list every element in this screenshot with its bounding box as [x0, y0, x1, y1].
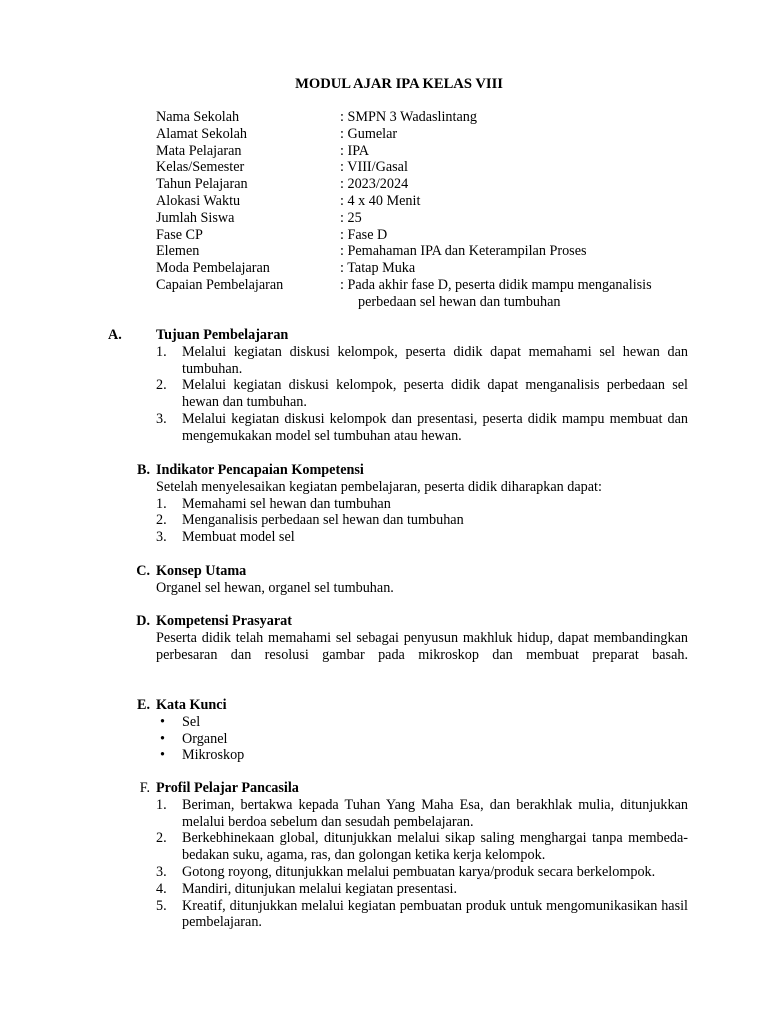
info-row: [156, 126, 696, 143]
info-value: : 4 x 40 Menit: [340, 192, 421, 209]
info-value: : 2023/2024: [340, 176, 409, 193]
list-text: Membuat model sel: [182, 529, 295, 546]
list-number: 1.: [156, 796, 167, 813]
list-text: Melalui kegiatan diskusi kelompok dan presentasi, peserta didik mampu membuat dan mengemukakan model sel tumbuhan atau hewan.: [182, 410, 688, 444]
list-number: 1.: [156, 495, 167, 512]
list-text: Organel: [182, 730, 228, 747]
section-letter: E.: [136, 697, 150, 713]
list-text: Sel: [182, 713, 201, 730]
list-item: [156, 411, 688, 445]
list-item: [156, 881, 688, 898]
list-item: [156, 512, 688, 529]
bullet-icon: •: [160, 747, 165, 764]
list-text: Melalui kegiatan diskusi kelompok, peserta didik dapat memahami sel hewan dan tumbuhan.: [182, 343, 688, 377]
list-item: [156, 496, 688, 513]
section-konsep-utama: [108, 563, 688, 597]
info-value: : Pada akhir fase D, peserta didik mampu menganalisis: [340, 276, 652, 293]
list-item: [156, 747, 688, 764]
list-text: Mikroskop: [182, 747, 245, 764]
list-text: Melalui kegiatan diskusi kelompok, peserta didik dapat menganalisis perbedaan sel hewan dan tumbuhan.: [182, 377, 688, 411]
list-text: Menganalisis perbedaan sel hewan dan tumbuhan: [182, 512, 464, 529]
info-row: [156, 227, 696, 244]
info-row: [156, 159, 696, 176]
section-letter: A.: [108, 327, 122, 343]
section-title: Indikator Pencapaian Kompetensi: [156, 462, 364, 478]
bullet-icon: •: [160, 730, 165, 747]
list-text: Beriman, bertakwa kepada Tuhan Yang Maha Esa, dan berakhlak mulia, ditunjukkan melalui berdoa sebelum dan sesudah pembelajaran.: [182, 796, 688, 830]
list-number: 2.: [156, 512, 167, 529]
info-label: Elemen: [156, 243, 200, 260]
section-heading: [108, 780, 688, 797]
list-item: [156, 529, 688, 546]
info-row: [156, 176, 696, 193]
list-item: [156, 797, 688, 831]
section-title: Kata Kunci: [156, 697, 227, 713]
section-kompetensi-prasyarat: [108, 613, 688, 663]
info-label: Capaian Pembelajaran: [156, 276, 284, 293]
section-heading: [108, 327, 688, 344]
list-text: Kreatif, ditunjukkan melalui kegiatan pembuatan produk untuk mengomunikasikan hasil pembelajaran.: [182, 897, 688, 931]
document-title: MODUL AJAR IPA KELAS VIII: [295, 76, 503, 92]
list-item: [156, 344, 688, 378]
section-text: Organel sel hewan, organel sel tumbuhan.: [156, 579, 394, 596]
section-title: Profil Pelajar Pancasila: [156, 780, 299, 796]
list-number: 5.: [156, 897, 167, 914]
info-value: : Gumelar: [340, 125, 398, 142]
info-row: [156, 277, 696, 294]
list-number: 3.: [156, 410, 167, 427]
info-row: [156, 243, 696, 260]
info-label: Kelas/Semester: [156, 159, 245, 176]
identity-table: [156, 109, 696, 311]
list-number: 3.: [156, 529, 167, 546]
info-value: : Tatap Muka: [340, 260, 416, 277]
section-heading: [108, 613, 688, 630]
info-label: Nama Sekolah: [156, 109, 240, 125]
section-letter: C.: [136, 563, 150, 579]
section-letter: D.: [136, 613, 150, 629]
list-number: 2.: [156, 830, 167, 847]
section-kata-kunci: [108, 697, 688, 764]
numbered-list: [108, 344, 688, 445]
list-item: [156, 377, 688, 411]
info-value: : VIII/Gasal: [340, 159, 408, 176]
info-value: : 25: [340, 209, 362, 226]
info-label: Mata Pelajaran: [156, 142, 242, 159]
section-intro: Setelah menyelesaikan kegiatan pembelajaran, peserta didik diharapkan dapat:: [156, 478, 602, 495]
info-value: : IPA: [340, 142, 370, 159]
section-heading: [108, 697, 688, 714]
section-heading: [108, 462, 688, 479]
info-continuation: perbedaan sel hewan dan tumbuhan: [358, 293, 561, 310]
list-number: 3.: [156, 863, 167, 880]
section-letter: F.: [139, 780, 150, 796]
info-value: : SMPN 3 Wadaslintang: [340, 109, 477, 125]
info-row: [156, 143, 696, 160]
list-text: Berkebhinekaan global, ditunjukkan melalui sikap saling menghargai tanpa membeda-bedakan suku, agama, ras, dan golongan ketika kerja kelompok.: [182, 830, 688, 864]
list-item: [156, 714, 688, 731]
list-item: [156, 898, 688, 932]
list-text: Memahami sel hewan dan tumbuhan: [182, 495, 391, 512]
info-label: Fase CP: [156, 226, 203, 243]
info-row: [156, 193, 696, 210]
section-paragraph: [108, 630, 688, 664]
section-letter: B.: [136, 462, 150, 478]
section-title: Kompetensi Prasyarat: [156, 613, 292, 629]
info-label: Alamat Sekolah: [156, 125, 248, 142]
bullet-icon: •: [160, 713, 165, 730]
section-title: Tujuan Pembelajaran: [156, 327, 289, 343]
list-text: Mandiri, ditunjukan melalui kegiatan presentasi.: [182, 880, 458, 897]
info-value: : Pemahaman IPA dan Keterampilan Proses: [340, 243, 587, 260]
list-item: [156, 830, 688, 864]
bullet-list: [108, 714, 688, 764]
info-label: Tahun Pelajaran: [156, 176, 248, 193]
section-heading: [108, 563, 688, 580]
paragraph-last-word: basah.: [652, 646, 689, 663]
list-text: Gotong royong, ditunjukkan melalui pembuatan karya/produk secara berkelompok.: [182, 863, 656, 880]
list-item: [156, 731, 688, 748]
list-number: 4.: [156, 880, 167, 897]
section-profil-pelajar-pancasila: [108, 780, 688, 931]
list-number: 1.: [156, 343, 167, 360]
numbered-list: [108, 797, 688, 931]
numbered-list: [108, 496, 688, 546]
paragraph-text: [156, 630, 688, 664]
section-title: Konsep Utama: [156, 563, 247, 579]
info-row: [156, 260, 696, 277]
info-label: Moda Pembelajaran: [156, 260, 270, 277]
list-item: [156, 864, 688, 881]
info-label: Jumlah Siswa: [156, 209, 235, 226]
section-indikator: [108, 462, 688, 546]
info-value: : Fase D: [340, 226, 388, 243]
info-label: Alokasi Waktu: [156, 192, 241, 209]
paragraph-body: Peserta didik telah memahami sel sebagai penyusun makhluk hidup, dapat membandingkan perbesaran dan resolusi gambar pada mikroskop dan membuat preparat: [156, 629, 688, 663]
section-tujuan-pembelajaran: [108, 327, 688, 445]
list-number: 2.: [156, 377, 167, 394]
info-row: [156, 109, 696, 126]
info-row: [156, 210, 696, 227]
